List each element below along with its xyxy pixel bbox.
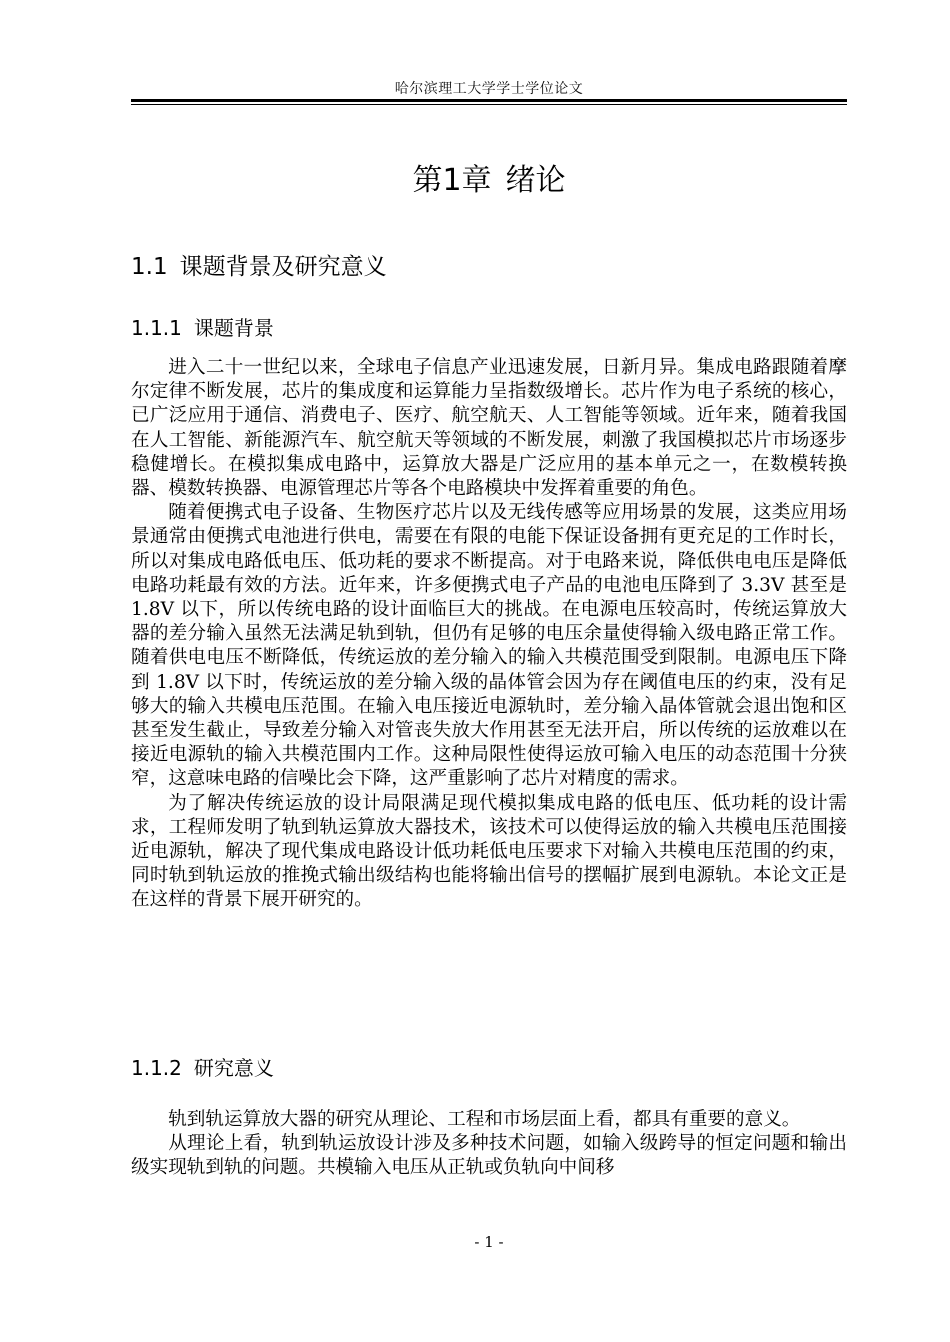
page-number: - 1 - <box>474 1233 504 1251</box>
section-title: 课题背景及研究意义 <box>179 254 387 280</box>
chapter-name: 绪论 <box>505 163 566 198</box>
paragraph: 随着便携式电子设备、生物医疗芯片以及无线传感等应用场景的发展，这类应用场景通常由便携式电池进行供电，需要在有限的电能下保证设备拥有更充足的工作时长，所以对集成电路低电压、低功耗的要求不断提高。对于电路来说，降低供电电压是降低电路功耗最有效的方法。近年来，许多便携式电子产品的电池电压降到了 3.3V 甚至是 1.8V 以下，所以传统电路的设计面临巨大的挑战。在电源电压较高时，传统运算放大器的差分输入虽然无法满足轨到轨，但仍有足够的电压余量使得输入级电路正常工作。随着供电电压不断降低，传统运放的差分输入的输入共模范围受到限制。电源电压下降到 1.8V 以下时，传统运放的差分输入级的晶体管会因为存在阈值电压的约束，没有足够大的输入共模电压范围。在输入电压接近电源轨时，差分输入晶体管就会退出饱和区甚至发生截止，导致差分输入对管丧失放大作用甚至无法开启，所以传统的运放难以在接近电源轨的输入共模范围内工作。这种局限性使得运放可输入电压的动态范围十分狭窄，这意味电路的信噪比会下降，这严重影响了芯片对精度的需求。 <box>131 502 847 790</box>
section-number: 1.1.2 <box>131 1056 182 1080</box>
chapter-title <box>131 155 847 199</box>
paragraph: 从理论上看，轨到轨运放设计涉及多种技术问题，如输入级跨导的恒定问题和输出级实现轨到轨的问题。共模输入电压从正轨或负轨向中间移 <box>131 1133 847 1179</box>
section-title: 课题背景 <box>193 316 274 340</box>
running-header: 哈尔滨理工大学学士学位论文 <box>394 81 584 97</box>
section-heading-1-1 <box>131 248 387 281</box>
header-rule-thick <box>131 99 847 102</box>
section-heading-1-1-2 <box>131 1052 274 1081</box>
section-number: 1.1.1 <box>131 316 182 340</box>
section-heading-1-1-1 <box>131 312 274 341</box>
chapter-number: 第1章 <box>412 163 492 198</box>
header-rule-thin <box>131 104 847 105</box>
paragraph: 为了解决传统运放的设计局限满足现代模拟集成电路的低电压、低功耗的设计需求，工程师发明了轨到轨运算放大器技术，该技术可以使得运放的输入共模电压范围接近电源轨，解决了现代集成电路设计低功耗低电压要求下对输入共模电压范围的约束，同时轨到轨运放的推挽式输出级结构也能将输出信号的摆幅扩展到电源轨。本论文正是在这样的背景下展开研究的。 <box>131 792 847 911</box>
significance-body <box>131 1108 847 1181</box>
background-body <box>131 356 847 913</box>
section-number: 1.1 <box>131 254 168 280</box>
section-title: 研究意义 <box>193 1056 274 1080</box>
paragraph: 轨到轨运算放大器的研究从理论、工程和市场层面上看，都具有重要的意义。 <box>168 1109 801 1130</box>
paragraph: 进入二十一世纪以来，全球电子信息产业迅速发展，日新月异。集成电路跟随着摩尔定律不断发展，芯片的集成度和运算能力呈指数级增长。芯片作为电子系统的核心，已广泛应用于通信、消费电子、医疗、航空航天、人工智能等领域。近年来，随着我国在人工智能、新能源汽车、航空航天等领域的不断发展，刺激了我国模拟芯片市场逐步稳健增长。在模拟集成电路中，运算放大器是广泛应用的基本单元之一，在数模转换器、模数转换器、电源管理芯片等各个电路模块中发挥着重要的角色。 <box>131 357 847 500</box>
